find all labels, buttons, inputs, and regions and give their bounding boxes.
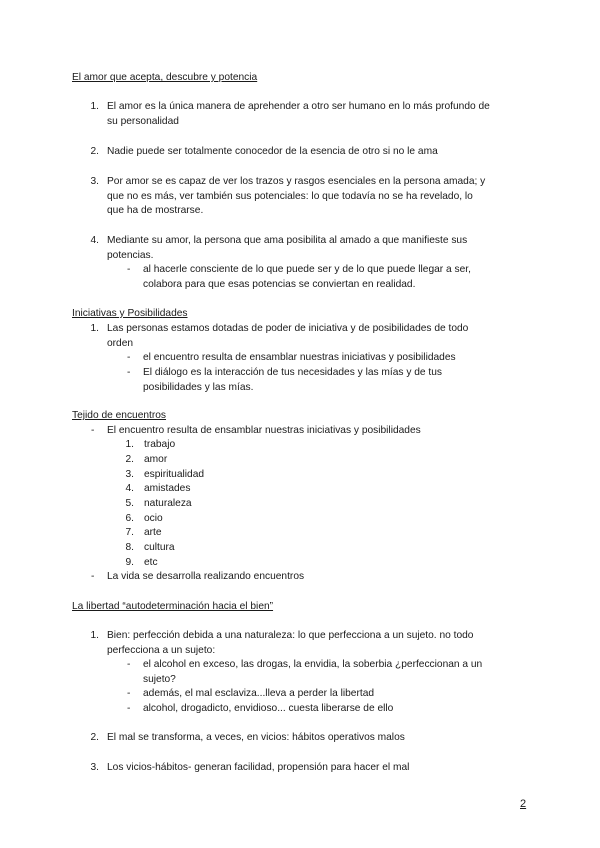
list-number: 2. <box>125 454 134 465</box>
sub-item: etc <box>144 557 158 568</box>
list-number: 3. <box>90 762 99 773</box>
text-line: que ha de mostrarse. <box>107 205 204 217</box>
list-item <box>107 145 527 160</box>
list-number: 1. <box>90 630 99 641</box>
sub-item: ocio <box>144 513 163 524</box>
sub-item: cultura <box>144 542 175 553</box>
list-item <box>107 761 527 776</box>
text-line: además, el mal esclaviza...lleva a perder la libertad <box>143 688 375 699</box>
list-item <box>107 424 527 439</box>
text-line: orden <box>107 337 134 349</box>
sub-item <box>143 351 527 366</box>
text-line: Bien: perfección debida a una naturaleza: lo que perfecciona a un sujeto. no todo <box>107 630 474 641</box>
list-number: 1. <box>125 439 134 450</box>
text-line: al hacerle consciente de lo que puede ser y de lo que puede llegar a ser, <box>143 264 471 275</box>
text-line: alcohol, drogadicto, envidioso... cuesta liberarse de ello <box>143 703 394 714</box>
text-line: Los vicios-hábitos- generan facilidad, propensión para hacer el mal <box>107 762 410 773</box>
list-item <box>107 570 527 585</box>
sub-item: amistades <box>144 483 191 494</box>
dash-marker: - <box>127 352 131 363</box>
list-number: 3. <box>90 176 99 187</box>
text-line: El diálogo es la interacción de tus necesidades y las mías y de tus <box>143 367 442 378</box>
list-number: 7. <box>125 527 134 538</box>
sub-item <box>143 702 527 717</box>
text-line: que no es más, ver también sus potenciales: lo que todavía no se ha revelado, lo <box>107 190 473 202</box>
text-line: sujeto? <box>143 673 176 685</box>
list-number: 4. <box>90 235 99 246</box>
text-line: Por amor se es capaz de ver los trazos y rasgos esenciales en la persona amada; y <box>107 176 486 187</box>
list-item <box>107 629 527 658</box>
text-line: el alcohol en exceso, las drogas, la envidia, la soberbia ¿perfeccionan a un <box>143 659 483 670</box>
list-item <box>107 100 527 129</box>
list-item <box>107 175 527 219</box>
sub-item: espiritualidad <box>144 469 205 480</box>
sub-item <box>143 687 527 702</box>
section-heading: Tejido de encuentros <box>72 410 167 421</box>
list-number: 9. <box>125 557 134 568</box>
list-number: 1. <box>90 101 99 112</box>
text-line: su personalidad <box>107 115 179 127</box>
list-item <box>107 731 527 746</box>
text-line: perfecciona a un sujeto: <box>107 644 216 656</box>
list-number: 3. <box>125 469 134 480</box>
dash-marker: - <box>91 571 95 582</box>
list-number: 4. <box>125 483 134 494</box>
text-line: Nadie puede ser totalmente conocedor de la esencia de otro si no le ama <box>107 146 438 157</box>
text-line: potencias. <box>107 249 154 261</box>
list-number: 2. <box>90 146 99 157</box>
sub-item <box>143 658 527 687</box>
text-line: El encuentro resulta de ensamblar nuestras iniciativas y posibilidades <box>107 425 421 436</box>
list-item <box>107 234 527 263</box>
section-heading: El amor que acepta, descubre y potencia <box>72 72 258 83</box>
text-line: La vida se desarrolla realizando encuentros <box>107 571 305 582</box>
text-line: El mal se transforma, a veces, en vicios: hábitos operativos malos <box>107 732 405 743</box>
dash-marker: - <box>127 659 131 670</box>
text-line: Mediante su amor, la persona que ama posibilita al amado a que manifieste sus <box>107 235 468 246</box>
list-number: 6. <box>125 513 134 524</box>
list-item <box>107 322 527 351</box>
list-number: 8. <box>125 542 134 553</box>
sub-item: amor <box>144 454 168 465</box>
text-line: El amor es la única manera de aprehender a otro ser humano en lo más profundo de <box>107 101 490 112</box>
list-number: 5. <box>125 498 134 509</box>
sub-item: trabajo <box>144 439 176 450</box>
list-number: 1. <box>90 323 99 334</box>
dash-marker: - <box>91 425 95 436</box>
dash-marker: - <box>127 703 131 714</box>
text-line: colabora para que esas potencias se conviertan en realidad. <box>143 278 416 290</box>
text-line: posibilidades y las mías. <box>143 381 254 393</box>
list-number: 2. <box>90 732 99 743</box>
section-heading: Iniciativas y Posibilidades <box>72 308 188 319</box>
dash-marker: - <box>127 264 131 275</box>
dash-marker: - <box>127 367 131 378</box>
text-line: el encuentro resulta de ensamblar nuestras iniciativas y posibilidades <box>143 352 456 363</box>
text-line: Las personas estamos dotadas de poder de iniciativa y de posibilidades de todo <box>107 323 469 334</box>
dash-marker: - <box>127 688 131 699</box>
section-heading: La libertad “autodeterminación hacia el bien” <box>72 601 274 612</box>
page-number: 2 <box>520 798 527 810</box>
sub-item <box>143 366 527 395</box>
sub-item: naturaleza <box>144 498 192 509</box>
sub-item: arte <box>144 527 162 538</box>
sub-item <box>143 263 527 292</box>
